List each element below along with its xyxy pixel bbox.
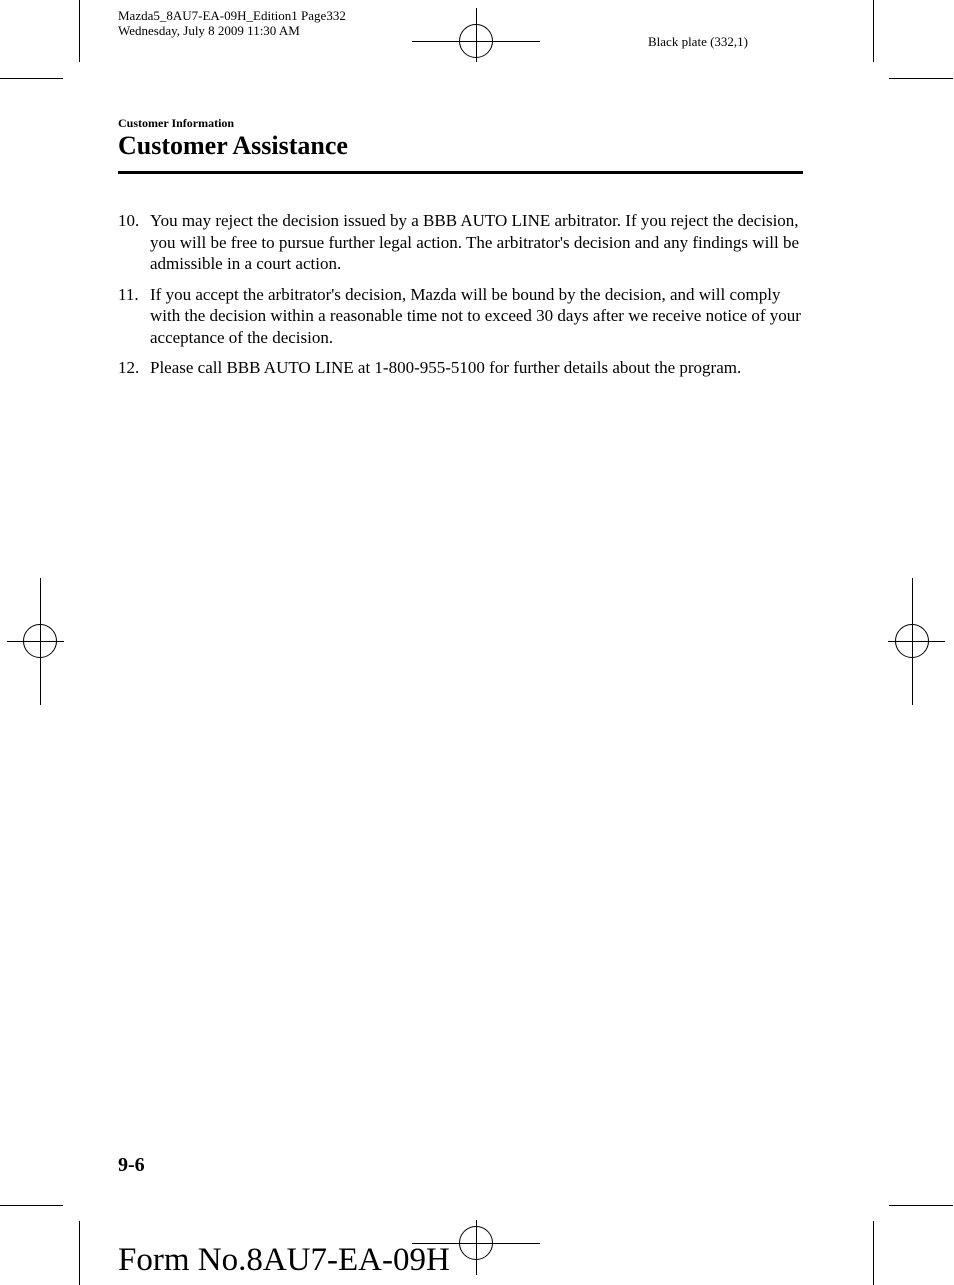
- crop-mark-bottom-left-vertical: [79, 1221, 80, 1285]
- print-slug: [118, 8, 346, 38]
- list-item-text: You may reject the decision issued by a BBB AUTO LINE arbitrator. If you reject the decision, you will be free to pursue further legal action. The arbitrator's decision and any findings will be admissible in a court action.: [150, 211, 800, 273]
- crop-mark-bottom-right-horizontal: [889, 1205, 953, 1206]
- page-number: 9-6: [118, 1154, 145, 1176]
- registration-mark-top-circle: [459, 24, 493, 58]
- crop-mark-top-right-vertical: [873, 0, 874, 62]
- registration-mark-bottom-circle: [459, 1226, 493, 1260]
- crop-mark-top-left-vertical: [79, 0, 80, 62]
- crop-mark-bottom-right-vertical: [873, 1221, 874, 1285]
- list-item-text: If you accept the arbitrator's decision, Mazda will be bound by the decision, and will comply with the decision within a reasonable time not to exceed 30 days after we receive notice of your acceptance of the decision.: [150, 284, 801, 347]
- numbered-list: [118, 210, 808, 388]
- list-item: [118, 357, 808, 379]
- crop-mark-bottom-left-horizontal: [0, 1205, 63, 1206]
- crop-mark-top-right-horizontal: [889, 78, 953, 79]
- section-label: Customer Information: [118, 116, 235, 130]
- registration-mark-left-circle: [23, 624, 57, 658]
- registration-mark-right-circle: [895, 624, 929, 658]
- list-item-number: 10.: [118, 211, 140, 230]
- list-item-text: Please call BBB AUTO LINE at 1-800-955-5100 for further details about the program.: [150, 358, 742, 377]
- black-plate-label: Black plate (332,1): [648, 34, 748, 49]
- crop-mark-top-left-horizontal: [0, 78, 63, 79]
- title-rule: [118, 171, 803, 174]
- list-item-number: 12.: [118, 358, 140, 377]
- list-item-number: 11.: [118, 284, 139, 304]
- print-slug-date: Wednesday, July 8 2009 11:30 AM: [118, 23, 300, 38]
- print-slug-file: Mazda5_8AU7-EA-09H_Edition1 Page332: [118, 8, 346, 23]
- list-item: [118, 284, 808, 349]
- list-item: [118, 210, 808, 275]
- page-title: Customer Assistance: [118, 131, 348, 160]
- form-number: Form No.8AU7-EA-09H: [118, 1242, 450, 1278]
